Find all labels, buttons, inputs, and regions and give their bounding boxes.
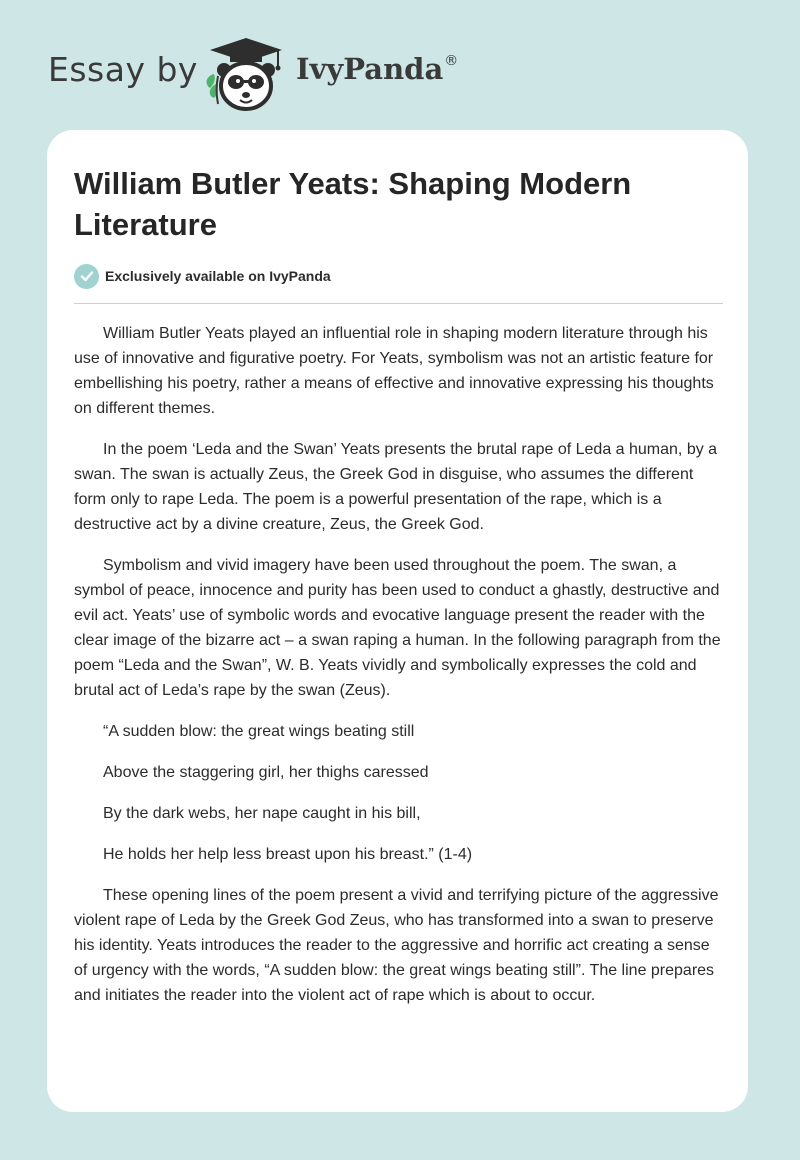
exclusive-badge bbox=[74, 263, 331, 289]
paragraph: In the poem ‘Leda and the Swan’ Yeats presents the brutal rape of Leda a human, by a swan. The swan is actually Zeus, the Greek God in disguise, who assumes the different form only to rape Leda. The poem is a powerful presentation of the rape, which is a destructive act by a divine creature, Zeus, the Greek God. bbox=[74, 441, 718, 533]
essay-card bbox=[47, 130, 748, 1112]
paragraph: Symbolism and vivid imagery have been used throughout the poem. The swan, a symbol of peace, innocence and purity has been used to conduct a ghastly, destructive and evil act. Yeats’ use of symbolic words and evocative language present the reader with the clear image of the bizarre act – a swan raping a human. In the following paragraph from the poem “Leda and the Swan”, W. B. Yeats vividly and symbolically expresses the cold and brutal act of Leda’s rape by the swan (Zeus). bbox=[74, 557, 721, 699]
poem-line: Above the staggering girl, her thighs caressed bbox=[103, 764, 429, 781]
page-title: William Butler Yeats: Shaping Modern Literature bbox=[74, 166, 632, 242]
divider bbox=[74, 303, 723, 304]
essay-body bbox=[74, 321, 724, 1024]
registered-mark: ® bbox=[444, 53, 459, 69]
check-icon bbox=[74, 264, 99, 289]
brand-label: IvyPanda bbox=[296, 52, 444, 86]
paragraph: These opening lines of the poem present a vivid and terrifying picture of the aggressive violent rape of Leda by the Greek God Zeus, who has transformed into a swan to preserve his identity. Yeats introduces the reader to the aggressive and horrific act creating a sense of urgency with the words, “A sudden blow: the great wings beating still”. The line prepares and initiates the reader into the violent act of rape which is about to occur. bbox=[74, 887, 719, 1004]
brand-name[interactable] bbox=[296, 52, 458, 86]
paragraph: William Butler Yeats played an influential role in shaping modern literature through his use of innovative and figurative poetry. For Yeats, symbolism was not an artistic feature for embellishing his poetry, rather a means of effective and innovative expressing his thoughts on different themes. bbox=[74, 325, 714, 417]
essay-by-label: Essay by bbox=[48, 50, 198, 89]
badge-label: Exclusively available on IvyPanda bbox=[105, 268, 331, 284]
poem-line: By the dark webs, her nape caught in his bill, bbox=[103, 805, 421, 822]
poem-line: “A sudden blow: the great wings beating still bbox=[103, 723, 415, 740]
site-header bbox=[0, 0, 800, 128]
poem-line: He holds her help less breast upon his breast.” (1-4) bbox=[103, 846, 473, 863]
panda-logo-icon[interactable] bbox=[200, 32, 292, 112]
